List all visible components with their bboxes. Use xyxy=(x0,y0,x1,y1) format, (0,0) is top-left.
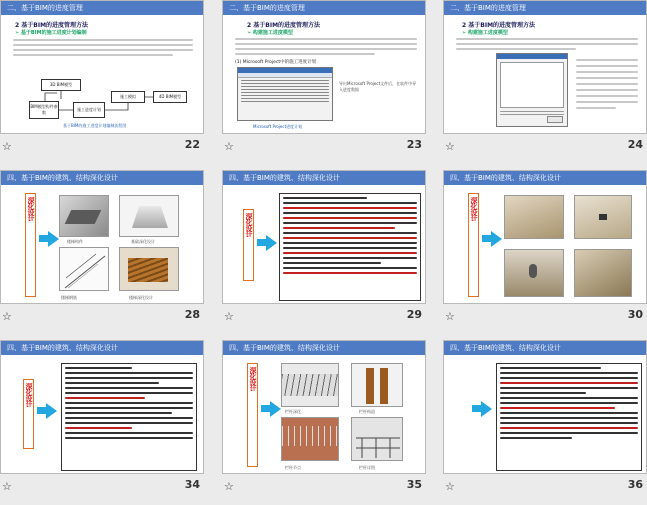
slide-thumbnail-30[interactable] xyxy=(443,170,647,332)
image-caption: 基础深化设计 xyxy=(131,239,155,244)
text-line xyxy=(576,77,638,79)
arrow-icon xyxy=(482,235,491,242)
floor-model-image-1 xyxy=(504,195,564,239)
arrow-head xyxy=(266,235,277,251)
slide-thumbnail-23[interactable] xyxy=(222,0,426,162)
railing-image-1 xyxy=(281,363,339,407)
slide-number: 24 xyxy=(627,138,643,151)
star-icon[interactable]: ☆ xyxy=(224,140,234,153)
flow-box-simulation: 施工模拟 xyxy=(111,91,145,103)
slide-thumbnail-22[interactable] xyxy=(0,0,204,162)
text-document xyxy=(496,363,642,471)
slide-canvas xyxy=(222,340,426,474)
slide-subheading: ➢ 构建施工进度模型 xyxy=(247,30,293,36)
slide-number: 36 xyxy=(627,478,643,491)
floor-model-image-2 xyxy=(574,195,632,239)
text-line xyxy=(576,71,638,73)
slide-heading: 2 基于BIM的进度管理方法 xyxy=(462,22,536,29)
slide-header: 四、基于BIM的建筑、结构深化设计 xyxy=(1,171,203,185)
star-icon[interactable]: ☆ xyxy=(445,480,455,493)
slide-canvas xyxy=(443,0,647,134)
slide-canvas xyxy=(443,170,647,304)
slide-number: 35 xyxy=(406,478,422,491)
slide-thumbnail-24[interactable] xyxy=(443,0,647,162)
star-icon[interactable]: ☆ xyxy=(445,140,455,153)
arrow-icon xyxy=(39,235,48,242)
text-line xyxy=(576,59,638,61)
star-icon[interactable]: ☆ xyxy=(224,480,234,493)
slide-header: 二、基于BIM的进度管理 xyxy=(1,1,203,15)
text-line xyxy=(576,83,638,85)
vertical-label: 深化设计 xyxy=(468,193,479,297)
figure-caption: Microsoft Project进度计划 xyxy=(253,124,303,129)
star-icon[interactable]: ☆ xyxy=(445,310,455,323)
dialog-screenshot xyxy=(496,53,568,127)
slide-canvas xyxy=(0,0,204,134)
text-line xyxy=(456,48,576,50)
vertical-label: 深化设计 xyxy=(243,209,254,281)
star-icon[interactable]: ☆ xyxy=(2,140,12,153)
slide-header: 二、基于BIM的进度管理 xyxy=(223,1,425,15)
image-caption: 楼梯钢筋 xyxy=(61,295,77,300)
arrow-head xyxy=(48,231,59,247)
text-line xyxy=(576,107,616,109)
slide-canvas xyxy=(222,170,426,304)
slide-subheading: ➢ 构建施工进度模型 xyxy=(462,30,508,36)
stair-model-image xyxy=(59,195,109,237)
text-document xyxy=(279,193,421,301)
slide-header: 四、基于BIM的建筑、结构深化设计 xyxy=(1,341,203,355)
text-line xyxy=(235,53,375,55)
star-icon[interactable]: ☆ xyxy=(2,480,12,493)
image-caption: 栏杆深化 xyxy=(285,409,301,414)
text-line xyxy=(576,101,638,103)
slide-number: 34 xyxy=(184,478,200,491)
slide-thumbnail-36[interactable] xyxy=(443,340,647,502)
project-screenshot xyxy=(237,67,333,121)
image-caption: 栏杆节点 xyxy=(285,465,301,470)
side-note: 导出Microsoft Project文件后，在软件中导入进度数据 xyxy=(339,81,417,92)
image-caption: 楼梯深化设计 xyxy=(129,295,153,300)
slide-canvas xyxy=(222,0,426,134)
text-line xyxy=(576,89,638,91)
slide-number: 29 xyxy=(406,308,422,321)
image-caption: 栏杆构造 xyxy=(359,409,375,414)
slide-number: 28 xyxy=(184,308,200,321)
vertical-label: 深化设计 xyxy=(25,193,36,297)
image-caption: 楼梯构件 xyxy=(67,239,83,244)
arrow-icon xyxy=(472,405,481,412)
text-line xyxy=(456,43,638,45)
flow-arrows xyxy=(1,1,204,134)
slide-number: 22 xyxy=(184,138,200,151)
text-line xyxy=(576,65,638,67)
slide-heading: 2 基于BIM的进度管理方法 xyxy=(15,22,89,29)
slide-subheading: ➢ 基于BIM的施工进度计划编制 xyxy=(15,30,87,36)
arrow-icon xyxy=(257,239,266,246)
text-line xyxy=(235,48,417,50)
floor-model-image-4 xyxy=(574,249,632,297)
flow-box-schedule: 施工进度计划 xyxy=(73,102,105,118)
slide-thumbnail-28[interactable] xyxy=(0,170,204,332)
arrow-head xyxy=(491,231,502,247)
text-line xyxy=(456,38,638,40)
stair-detail-image xyxy=(119,247,179,291)
slide-canvas xyxy=(0,340,204,474)
flow-box-4d-model: 4D BIM模型 xyxy=(153,91,187,103)
foundation-model-image xyxy=(119,195,179,237)
slide-header: 四、基于BIM的建筑、结构深化设计 xyxy=(444,341,646,355)
vertical-label: 深化设计 xyxy=(23,379,34,449)
railing-image-3 xyxy=(281,417,339,461)
flow-box-3d-model: 3D BIM模型 xyxy=(41,79,81,91)
arrow-head xyxy=(481,401,492,417)
arrow-icon xyxy=(37,407,46,414)
slide-number: 30 xyxy=(627,308,643,321)
vertical-label: 深化设计 xyxy=(247,363,258,467)
list-item: (1) Microsoft Project中的施工进度计划 xyxy=(235,60,317,65)
slide-number: 23 xyxy=(406,138,422,151)
star-icon[interactable]: ☆ xyxy=(224,310,234,323)
slide-canvas xyxy=(0,170,204,304)
floor-model-image-3 xyxy=(504,249,564,297)
arrow-head xyxy=(46,403,57,419)
slide-thumbnail-29[interactable] xyxy=(222,170,426,332)
text-line xyxy=(235,38,417,40)
flow-box-params: BIM模型构件参数 xyxy=(29,101,59,119)
stair-rebar-image xyxy=(59,247,109,291)
arrow-icon xyxy=(261,405,270,412)
text-line xyxy=(576,95,638,97)
slide-header: 四、基于BIM的建筑、结构深化设计 xyxy=(223,341,425,355)
slide-heading: 2 基于BIM的进度管理方法 xyxy=(247,22,321,29)
text-line xyxy=(235,43,417,45)
slide-header: 四、基于BIM的建筑、结构深化设计 xyxy=(223,171,425,185)
slide-thumbnail-34[interactable] xyxy=(0,340,204,502)
image-caption: 栏杆详图 xyxy=(359,465,375,470)
slide-thumbnail-35[interactable] xyxy=(222,340,426,502)
arrow-head xyxy=(270,401,281,417)
slide-header: 二、基于BIM的进度管理 xyxy=(444,1,646,15)
diagram-caption: 基于BIM的施工进度计划编制流程图 xyxy=(63,123,127,128)
railing-image-4 xyxy=(351,417,403,461)
text-document xyxy=(61,363,197,471)
railing-image-2 xyxy=(351,363,403,407)
slide-header: 四、基于BIM的建筑、结构深化设计 xyxy=(444,171,646,185)
star-icon[interactable]: ☆ xyxy=(2,310,12,323)
slide-canvas xyxy=(443,340,647,474)
